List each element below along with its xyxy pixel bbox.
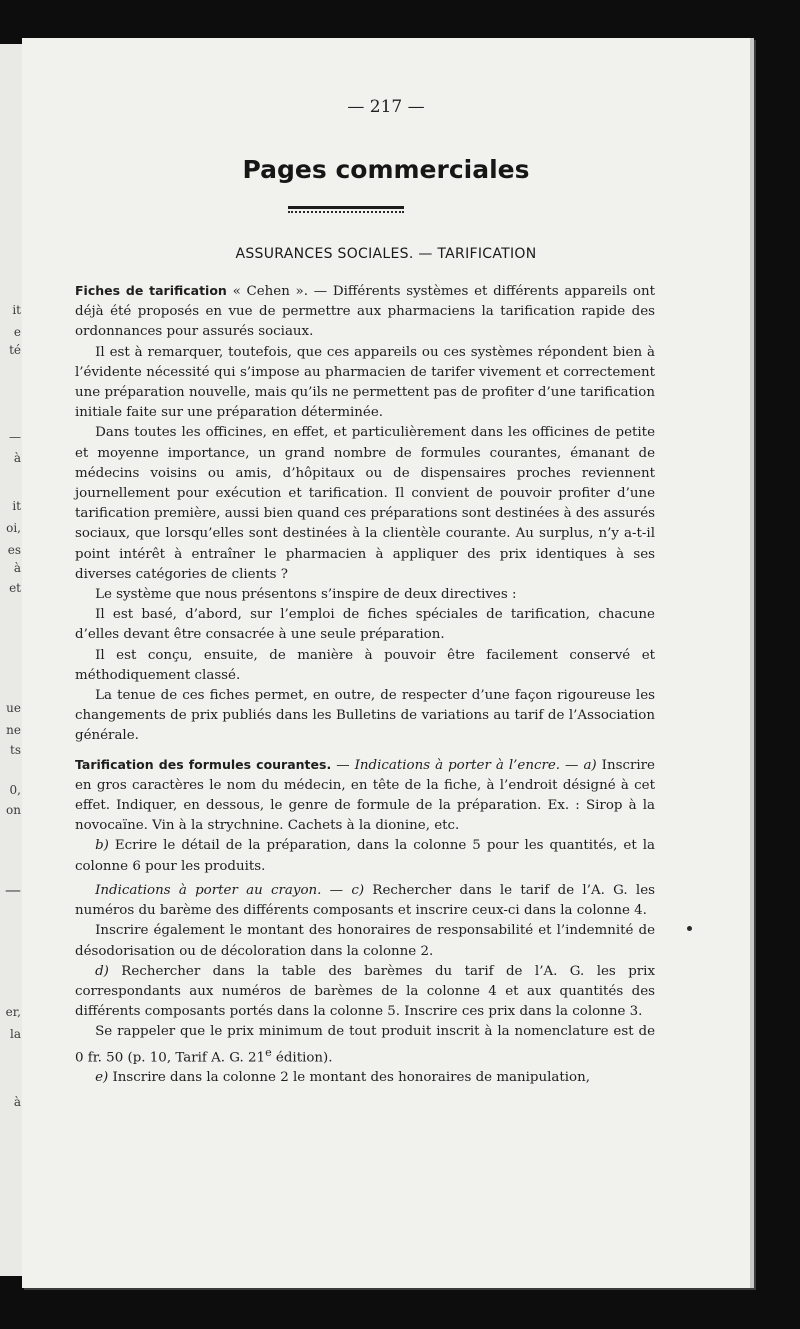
- article-lead: Fiches de tarification: [75, 283, 227, 298]
- book-page: [22, 38, 754, 1288]
- paragraph: [75, 755, 655, 837]
- facing-page-fragment: té: [9, 343, 21, 357]
- facing-page-fragment: ts: [10, 743, 21, 757]
- paragraph-text: édition).: [271, 1049, 333, 1065]
- item-label: e): [95, 1070, 109, 1086]
- facing-page-fragment: on: [6, 803, 21, 817]
- italic-instruction: Indications à porter à l’encre.: [354, 757, 561, 773]
- paragraph-text: Inscrire en gros caractères le nom du médecin, en tête de la fiche, à l’endroit désigné à cet effet. Indiquer, en dessous, le genre de formule de la préparation. Ex. : Sirop à la novocaïne. Vin à la strychnine. Cachets à la dionine, etc.: [75, 757, 655, 834]
- facing-page-fragment: ne: [6, 723, 21, 737]
- dash: —: [560, 757, 579, 773]
- paragraph: Il est à remarquer, toutefois, que ces appareils ou ces systèmes répondent bien à l’évidente nécessité qui s’impose au pharmacien de tarifer vivement et correctement une préparation nouvelle, mais qu’ils ne permettent pas de profiter d’une tarification initiale faite sur une préparation déterminée.: [75, 344, 655, 421]
- superscript: e: [265, 1045, 272, 1059]
- paragraph: [75, 881, 655, 921]
- paragraph: [75, 836, 655, 876]
- section-title: Pages commerciales: [242, 155, 530, 184]
- article-body: [75, 281, 655, 1088]
- paragraph-text: — Différents systèmes et différents appareils ont déjà été proposés en vue de permettre aux pharmaciens la tarification rapide des ordonnances pour assurés sociaux.: [75, 284, 655, 340]
- facing-page-fragment: ue: [6, 701, 21, 715]
- paragraph: [75, 1068, 655, 1088]
- paragraph: [75, 962, 655, 1023]
- dash: —: [331, 757, 355, 773]
- facing-page-fragment: it: [12, 303, 21, 317]
- page-number: — 217 —: [347, 97, 425, 117]
- subheading: ASSURANCES SOCIALES. — TARIFICATION: [235, 246, 537, 262]
- dash: —: [321, 882, 352, 898]
- facing-page-fragment: oi,: [6, 521, 21, 535]
- article-lead: Tarification des formules courantes.: [75, 756, 332, 772]
- paragraph-text: Inscrire dans la colonne 2 le montant des honoraires de manipulation,: [108, 1070, 590, 1086]
- facing-page-fragment: et: [9, 581, 21, 595]
- paragraph: Il est conçu, ensuite, de manière à pouvoir être facilement conservé et méthodiquement classé.: [75, 647, 655, 683]
- paragraph: [75, 281, 655, 343]
- paragraph: Inscrire également le montant des honoraires de responsabilité et l’indemnité de désodorisation ou de décoloration dans la colonne 2.: [75, 923, 655, 959]
- paragraph: Le système que nous présentons s’inspire de deux directives :: [95, 587, 517, 603]
- item-label: a): [583, 757, 597, 773]
- italic-instruction: Indications à porter au crayon.: [95, 882, 322, 898]
- paragraph: La tenue de ces fiches permet, en outre, de respecter d’une façon rigoureuse les changements de prix publiés dans les Bulletins de variations au tarif de l’Association générale.: [75, 688, 655, 744]
- item-label: b): [95, 838, 109, 854]
- paragraph-text: Se rappeler que le prix minimum de tout produit inscrit à la nomenclature est de 0 fr. 50 (p. 10, Tarif A. G. 21: [75, 1024, 655, 1065]
- ink-speck: [687, 926, 692, 931]
- facing-page-fragment: it: [12, 499, 21, 513]
- facing-page-fragment: e: [13, 325, 21, 339]
- paragraph-text: Rechercher dans la table des barèmes du tarif de l’A. G. les prix correspondants aux numéros de barèmes de la colonne 4 et aux quantités des différents composants portés dans la colonne 5. Inscrire ces prix dans la colonne 3.: [75, 963, 655, 1020]
- facing-page-fragment: la: [10, 1027, 21, 1041]
- item-label: c): [351, 882, 365, 898]
- facing-page-fragment: à: [13, 451, 21, 465]
- item-label: d): [95, 963, 109, 979]
- facing-page-fragment: es: [7, 543, 21, 557]
- paragraph-text: Rechercher dans le tarif de l’A. G. les numéros du barème des différents composants et inscrire ceux-ci dans la colonne 4.: [75, 882, 655, 919]
- paragraph: [75, 1022, 655, 1068]
- paragraph-text: Ecrire le détail de la préparation, dans la colonne 5 pour les quantités, et la colonne 6 pour les produits.: [75, 838, 655, 874]
- article-lead-name: « Cehen ».: [232, 284, 309, 299]
- title-underline-dots: [288, 211, 404, 213]
- facing-page-fragment: —: [9, 430, 21, 444]
- facing-page-fragment: à: [13, 561, 21, 575]
- facing-page-fragment: 0,: [9, 783, 21, 797]
- facing-page-fragment: er,: [5, 1005, 21, 1019]
- paragraph: Il est basé, d’abord, sur l’emploi de fiches spéciales de tarification, chacune d’elles devant être consacrée à une seule préparation.: [75, 607, 655, 643]
- paragraph: Dans toutes les officines, en effet, et particulièrement dans les officines de petite et moyenne importance, un grand nombre de formules courantes, émanant de médecins voisins ou amis, d’hôpitaux ou de dispensaires proches reviennent journellement pour exécution et tarification. Il convient de pouvoir profiter d’une tarification première, aussi bien quand ces préparations sont destinées à des assurés sociaux, que lorsqu’elles sont destinées à la clientèle courante. Au surplus, n’y a-t-il point intérêt à entraîner le pharmacien à appliquer des prix identiques à ses diverses catégories de clients ?: [75, 425, 656, 582]
- facing-page-fragment: —: [5, 880, 21, 899]
- title-underline: [288, 206, 404, 209]
- facing-page-fragment: à: [13, 1095, 21, 1109]
